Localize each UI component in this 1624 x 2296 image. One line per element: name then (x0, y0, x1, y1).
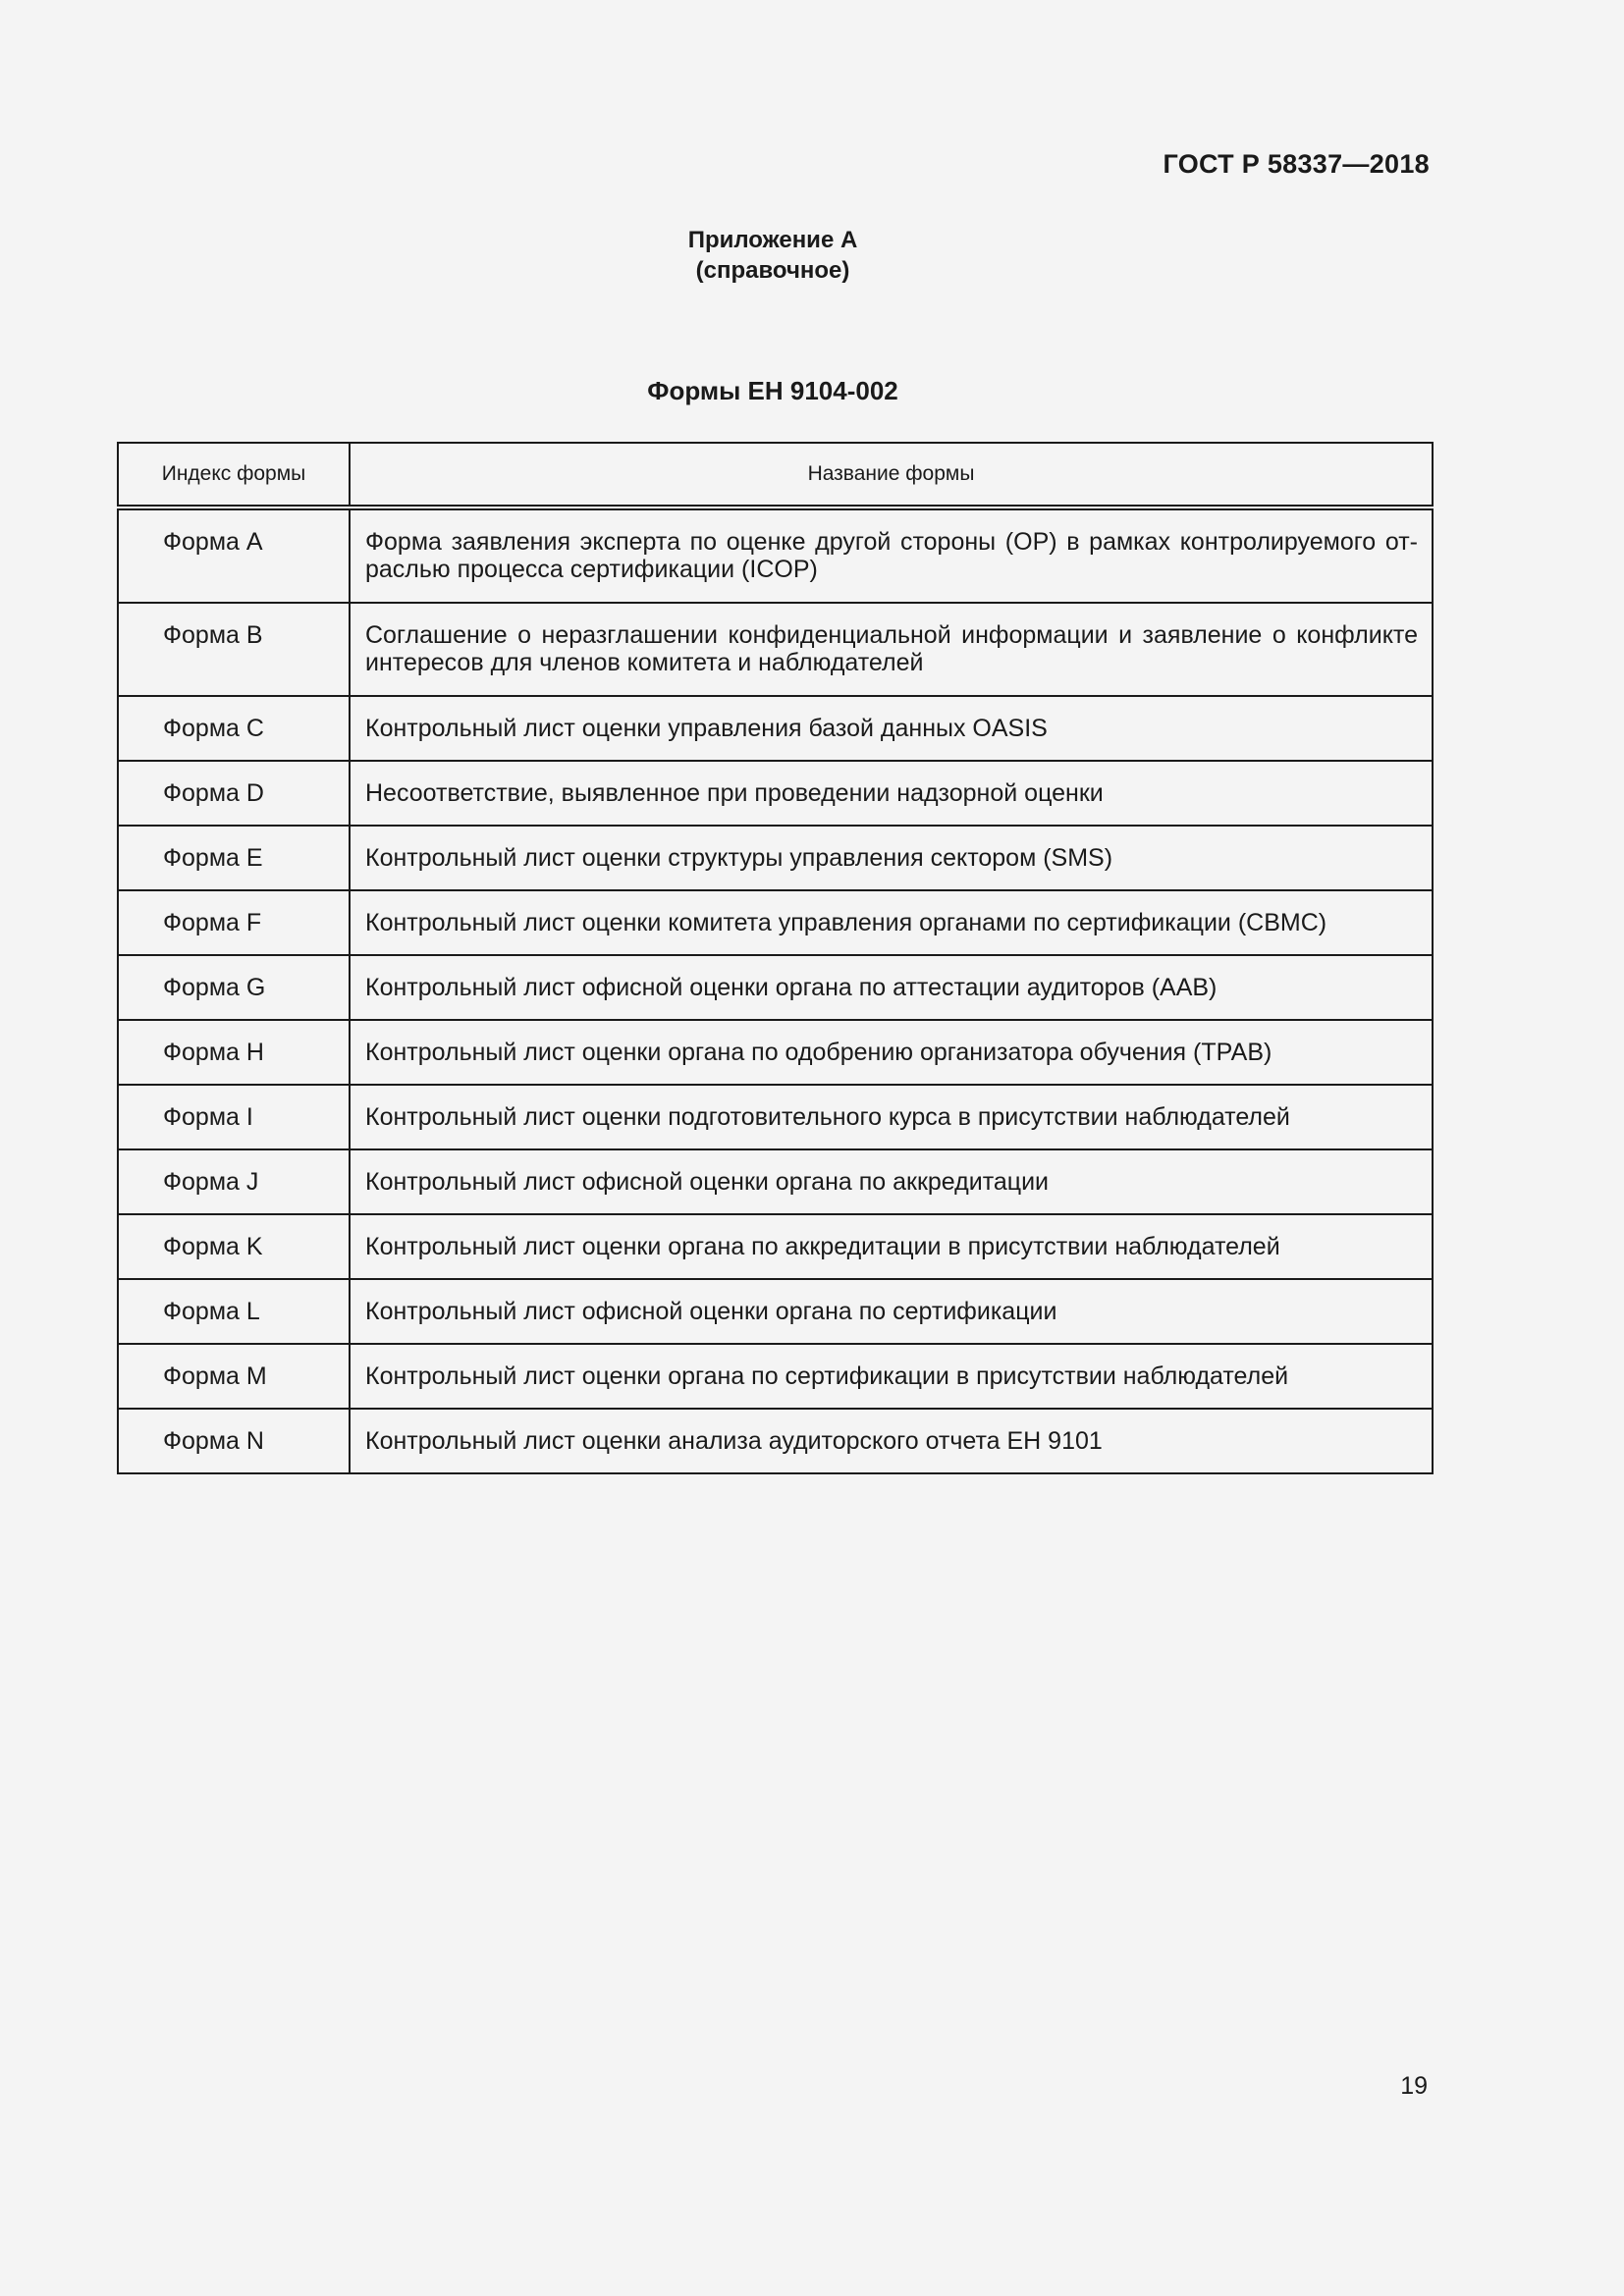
form-index: Форма М (118, 1344, 350, 1409)
form-name: Соглашение о неразглашении конфиденциальной информации и заявление о конфликте интересов для членов комитета и наблюдателей (350, 603, 1433, 696)
table-row (118, 890, 1433, 955)
form-name: Контрольный лист офисной оценки органа по аттестации аудиторов (ААВ) (350, 955, 1433, 1020)
table-row (118, 507, 1433, 603)
table-row (118, 1214, 1433, 1279)
appendix-title: Приложение А (687, 227, 858, 253)
column-header-name: Название формы (350, 443, 1433, 507)
form-name: Контрольный лист оценки органа по аккредитации в присутствии наблюдателей (350, 1214, 1433, 1279)
table-row (118, 1085, 1433, 1149)
table-row (118, 696, 1433, 761)
table-row (118, 1344, 1433, 1409)
appendix-heading (0, 225, 1545, 286)
form-name: Контрольный лист оценки органа по сертификации в присутствии наблюдателей (350, 1344, 1433, 1409)
table-row (118, 955, 1433, 1020)
table-row (118, 761, 1433, 826)
form-index: Форма В (118, 603, 350, 696)
table-row (118, 1409, 1433, 1473)
forms-table (117, 442, 1434, 1474)
table-row (118, 1149, 1433, 1214)
table-row (118, 603, 1433, 696)
table-row (118, 1020, 1433, 1085)
table-row (118, 826, 1433, 890)
form-name: Контрольный лист офисной оценки органа по сертификации (350, 1279, 1433, 1344)
form-index: Форма Н (118, 1020, 350, 1085)
column-header-index: Индекс формы (118, 443, 350, 507)
appendix-subtitle: (справочное) (695, 257, 850, 284)
table-row (118, 1279, 1433, 1344)
form-name: Контрольный лист оценки управления базой данных OASIS (350, 696, 1433, 761)
form-index: Форма J (118, 1149, 350, 1214)
form-name: Контрольный лист оценки подготовительного курса в присутствии наблюдателей (350, 1085, 1433, 1149)
form-index: Форма А (118, 507, 350, 603)
form-index: Форма N (118, 1409, 350, 1473)
form-name: Контрольный лист оценки органа по одобрению организатора обучения (ТРАВ) (350, 1020, 1433, 1085)
standard-designation: ГОСТ Р 58337—2018 (1163, 149, 1430, 179)
form-name: Контрольный лист оценки комитета управления органами по сертификации (СВМС) (350, 890, 1433, 955)
form-index: Форма G (118, 955, 350, 1020)
form-name: Контрольный лист офисной оценки органа по аккредитации (350, 1149, 1433, 1214)
form-index: Форма F (118, 890, 350, 955)
form-name: Контрольный лист оценки структуры управления сектором (SMS) (350, 826, 1433, 890)
form-index: Форма D (118, 761, 350, 826)
form-index: Форма L (118, 1279, 350, 1344)
form-index: Форма K (118, 1214, 350, 1279)
page-number: 19 (1400, 2072, 1428, 2100)
form-name: Контрольный лист оценки анализа аудиторского отчета ЕН 9101 (350, 1409, 1433, 1473)
section-title: Формы ЕН 9104-002 (647, 376, 898, 405)
form-index: Форма Е (118, 826, 350, 890)
form-index: Форма С (118, 696, 350, 761)
form-name: Форма заявления эксперта по оценке другой стороны (ОР) в рамках контролируемого отраслью процесса сертификации (ICOP) (350, 507, 1433, 603)
form-name: Несоответствие, выявленное при проведении надзорной оценки (350, 761, 1433, 826)
form-index: Форма I (118, 1085, 350, 1149)
table-header-row (118, 443, 1433, 507)
